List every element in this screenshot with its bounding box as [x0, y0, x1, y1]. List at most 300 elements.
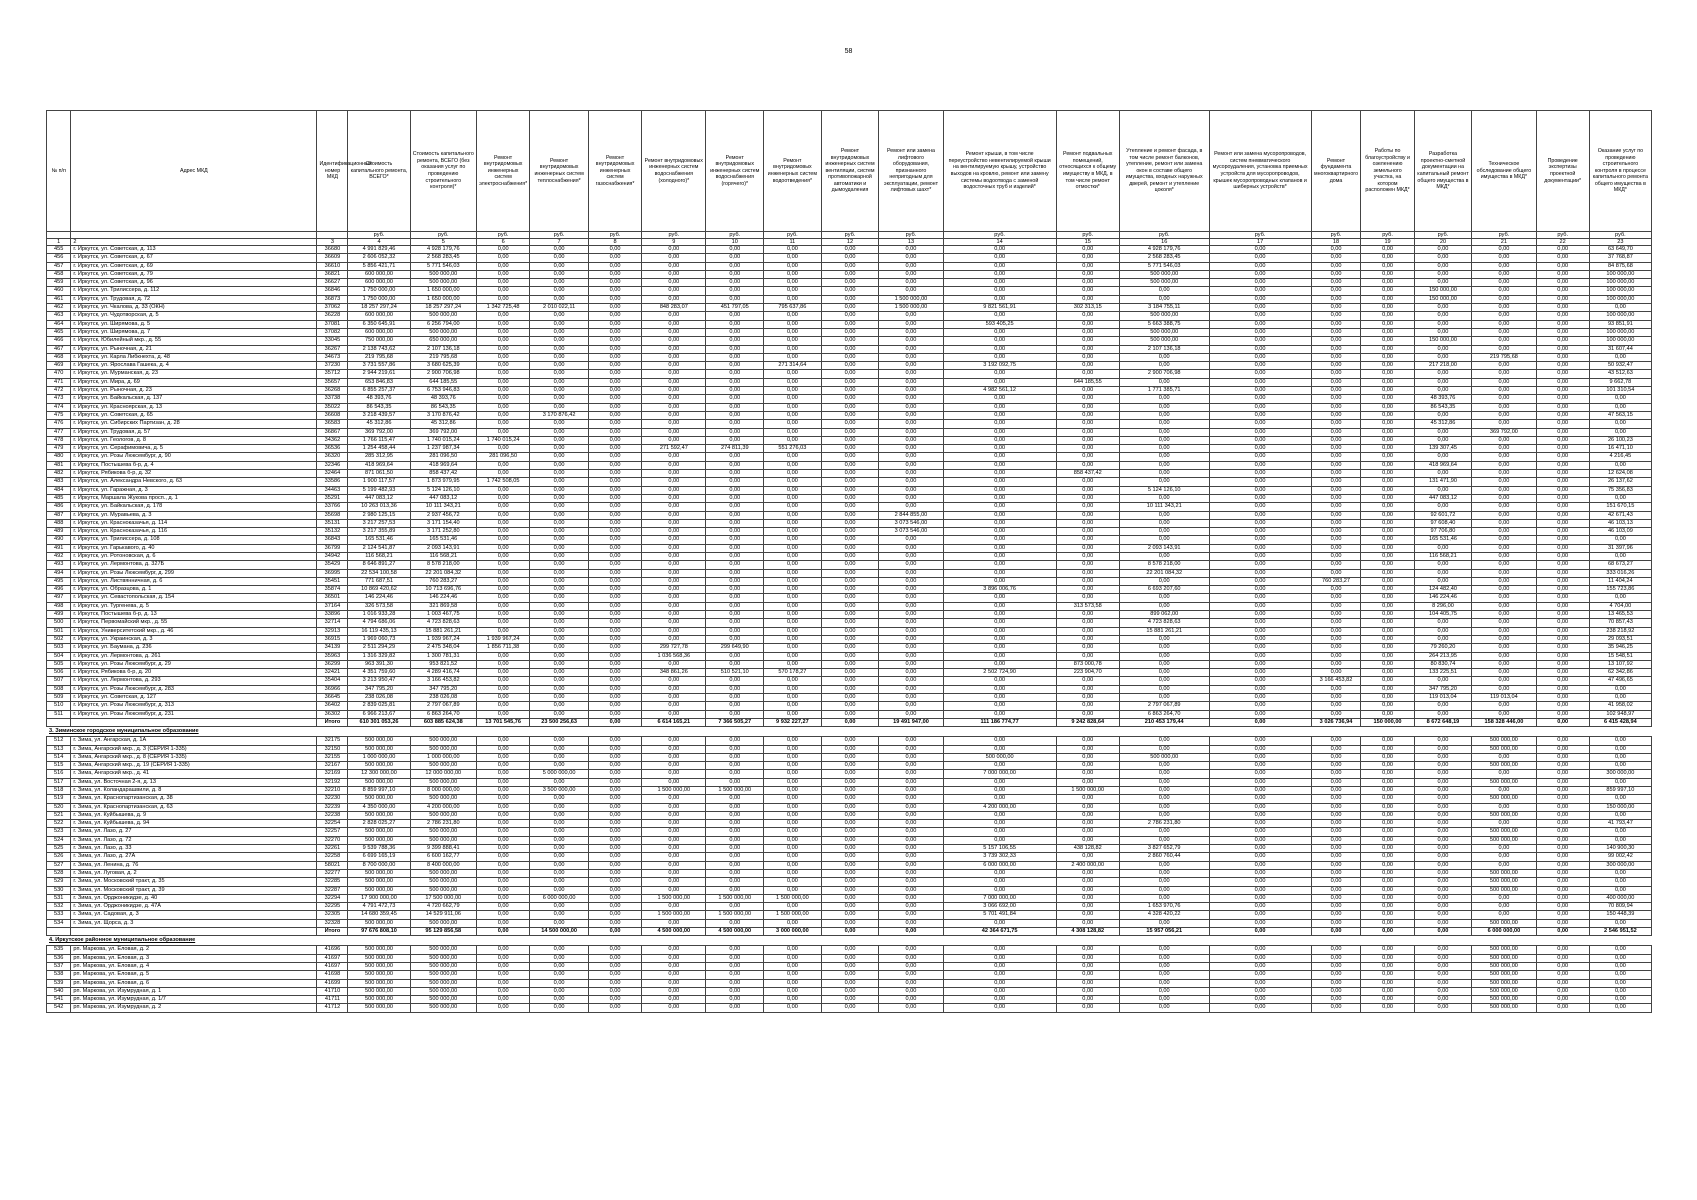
- table-cell: 0,00: [943, 919, 1056, 927]
- table-cell: 0,00: [477, 702, 530, 710]
- table-cell: 0,00: [1536, 753, 1589, 761]
- table-cell: 139 307,45: [1414, 445, 1472, 453]
- table-cell: 0,00: [1414, 436, 1472, 444]
- table-cell: 0,00: [1209, 519, 1311, 527]
- table-cell: 36320: [317, 453, 348, 461]
- table-cell: 0,00: [1361, 928, 1414, 936]
- table-cell: 0,00: [764, 946, 822, 954]
- table-cell: 0,00: [706, 486, 764, 494]
- column-header: Техническое обследование общего имущества в МКД*: [1472, 111, 1536, 232]
- table-row: [47, 946, 1652, 954]
- table-cell: 0,00: [588, 262, 641, 270]
- table-cell: 0,00: [588, 594, 641, 602]
- table-cell: 0,00: [642, 878, 706, 886]
- table-cell: 0,00: [1472, 519, 1536, 527]
- table-cell: 35874: [317, 586, 348, 594]
- table-cell: 13 465,53: [1589, 611, 1651, 619]
- table-cell: 500 000,00: [1472, 795, 1536, 803]
- table-cell: 0,00: [1056, 795, 1119, 803]
- table-cell: 0,00: [1209, 544, 1311, 552]
- table-cell: 0,00: [1311, 787, 1361, 795]
- table-row: [47, 411, 1652, 419]
- table-cell: 6 863 264,70: [410, 710, 477, 718]
- table-cell: 0,00: [764, 270, 822, 278]
- table-cell: 1 939 967,24: [477, 635, 530, 643]
- table-cell: 0,00: [588, 894, 641, 902]
- table-cell: 0,00: [1536, 894, 1589, 902]
- table-cell: 0,00: [530, 262, 589, 270]
- table-cell: 0,00: [1361, 803, 1414, 811]
- table-cell: 0,00: [1361, 304, 1414, 312]
- table-cell: 0,00: [1119, 795, 1209, 803]
- table-cell: 75 356,83: [1589, 486, 1651, 494]
- table-cell: 0,00: [706, 627, 764, 635]
- table-cell: г. Зима, ул. Щорса, д. 3: [71, 919, 317, 927]
- table-cell: 6 966 213,67: [348, 710, 410, 718]
- table-cell: 32192: [317, 778, 348, 786]
- table-cell: 0,00: [1056, 627, 1119, 635]
- table-cell: 0,00: [530, 853, 589, 861]
- table-cell: 0,00: [1311, 778, 1361, 786]
- table-cell: 0,00: [477, 753, 530, 761]
- table-cell: 0,00: [530, 669, 589, 677]
- table-cell: 1 740 015,24: [410, 436, 477, 444]
- table-cell: 271 314,64: [764, 362, 822, 370]
- table-cell: 0,00: [1536, 685, 1589, 693]
- table-cell: 0,00: [943, 886, 1056, 894]
- table-cell: 0,00: [1311, 254, 1361, 262]
- table-cell: 10 263 013,36: [348, 503, 410, 511]
- table-cell: 0,00: [530, 861, 589, 869]
- table-cell: 111 186 774,77: [943, 718, 1056, 726]
- table-cell: 0,00: [1361, 345, 1414, 353]
- table-cell: 0,00: [1361, 312, 1414, 320]
- table-cell: 0,00: [1472, 602, 1536, 610]
- table-cell: 0,00: [1536, 353, 1589, 361]
- table-cell: 0,00: [764, 753, 822, 761]
- table-cell: 0,00: [1589, 962, 1651, 970]
- table-cell: 0,00: [1209, 295, 1311, 303]
- table-cell: г. Иркутск, Рябикова б-р, д. 32: [71, 470, 317, 478]
- table-cell: 0,00: [943, 561, 1056, 569]
- table-cell: 0,00: [943, 494, 1056, 502]
- table-cell: 0,00: [1209, 270, 1311, 278]
- table-cell: 0,00: [943, 710, 1056, 718]
- column-header: Работы по благоустройству и озеленению земельного участка, на котором расположен МКД*: [1361, 111, 1414, 232]
- table-cell: 0,00: [1361, 370, 1414, 378]
- column-header: Ремонт фундамента многоквартирного дома: [1311, 111, 1361, 232]
- table-cell: 529: [47, 878, 71, 886]
- table-cell: 0,00: [1414, 979, 1472, 987]
- table-cell: 0,00: [1056, 886, 1119, 894]
- table-cell: г. Зима, ул. Краснопартизанская, д. 38: [71, 795, 317, 803]
- table-cell: г. Иркутск, ул. Розы Люксембург, д. 299: [71, 569, 317, 577]
- table-cell: 0,00: [1536, 328, 1589, 336]
- table-cell: 0,00: [1209, 928, 1311, 936]
- table-cell: 0,00: [1056, 519, 1119, 527]
- table-cell: 0,00: [1589, 996, 1651, 1004]
- table-cell: 0,00: [642, 685, 706, 693]
- table-cell: 0,00: [764, 853, 822, 861]
- table-cell: 0,00: [1361, 470, 1414, 478]
- table-cell: 0,00: [879, 345, 943, 353]
- table-cell: 3 000 000,00: [764, 928, 822, 936]
- table-cell: 0,00: [1536, 787, 1589, 795]
- table-cell: 9 539 788,36: [348, 845, 410, 853]
- table-cell: 0,00: [1361, 436, 1414, 444]
- table-cell: 0,00: [1311, 836, 1361, 844]
- table-cell: 0,00: [943, 445, 1056, 453]
- table-cell: 16 119 435,13: [348, 627, 410, 635]
- table-cell: 479: [47, 445, 71, 453]
- table-cell: 0,00: [477, 337, 530, 345]
- table-cell: 0,00: [588, 304, 641, 312]
- table-cell: 0,00: [943, 778, 1056, 786]
- table-cell: 495: [47, 577, 71, 585]
- table-cell: 0,00: [530, 836, 589, 844]
- table-cell: 0,00: [764, 295, 822, 303]
- table-cell: 0,00: [706, 778, 764, 786]
- table-row: [47, 1004, 1652, 1012]
- table-cell: 0,00: [1056, 619, 1119, 627]
- table-cell: 533: [47, 911, 71, 919]
- table-cell: 504: [47, 652, 71, 660]
- table-cell: 0,00: [1056, 644, 1119, 652]
- table-cell: г. Зима, Ангарский мкр., д. 8 (СЕРИЯ 1-335): [71, 753, 317, 761]
- table-cell: 41712: [317, 1004, 348, 1012]
- table-cell: 0,00: [1056, 552, 1119, 560]
- table-cell: 509: [47, 694, 71, 702]
- table-cell: 0,00: [706, 962, 764, 970]
- table-cell: 0,00: [943, 461, 1056, 469]
- table-row: [47, 911, 1652, 919]
- table-cell: 0,00: [1361, 627, 1414, 635]
- table-cell: 0,00: [764, 845, 822, 853]
- table-cell: 524: [47, 836, 71, 844]
- table-cell: 0,00: [477, 886, 530, 894]
- table-cell: 0,00: [821, 262, 879, 270]
- table-cell: 0,00: [1361, 954, 1414, 962]
- table-cell: 0,00: [706, 745, 764, 753]
- table-cell: 0,00: [821, 685, 879, 693]
- table-cell: г. Иркутск, ул. Трудовая, д. 57: [71, 428, 317, 436]
- table-cell: г. Иркутск, ул. Тургенева, д. 5: [71, 602, 317, 610]
- table-cell: 0,00: [1056, 254, 1119, 262]
- table-cell: 70 857,43: [1589, 619, 1651, 627]
- table-row: [47, 503, 1652, 511]
- table-cell: 0,00: [530, 954, 589, 962]
- table-cell: 0,00: [1311, 602, 1361, 610]
- table-cell: 848 283,07: [642, 304, 706, 312]
- table-cell: 0,00: [588, 494, 641, 502]
- column-header: Стоимость капитального ремонта, ВСЕГО*: [348, 111, 410, 232]
- table-cell: 0,00: [1056, 919, 1119, 927]
- table-cell: 506: [47, 669, 71, 677]
- units-row: [47, 232, 1652, 239]
- table-cell: 0,00: [1472, 411, 1536, 419]
- table-cell: руб.: [764, 232, 822, 239]
- table-row: [47, 470, 1652, 478]
- table-cell: г. Зима, ул. Московский тракт, д. 39: [71, 886, 317, 894]
- table-cell: 858 437,42: [410, 470, 477, 478]
- table-cell: 0,00: [706, 295, 764, 303]
- table-cell: 500 000,00: [348, 946, 410, 954]
- table-cell: 0,00: [1472, 586, 1536, 594]
- table-cell: 0,00: [588, 611, 641, 619]
- table-cell: 0,00: [1119, 803, 1209, 811]
- table-cell: 0,00: [1119, 836, 1209, 844]
- table-cell: 0,00: [1311, 370, 1361, 378]
- table-cell: 0,00: [879, 954, 943, 962]
- table-cell: 503: [47, 644, 71, 652]
- table-cell: 0,00: [588, 677, 641, 685]
- table-cell: 0,00: [1311, 586, 1361, 594]
- capital-repair-table-container: [46, 110, 1652, 1013]
- table-row: [47, 528, 1652, 536]
- table-cell: 0,00: [477, 552, 530, 560]
- table-cell: 0,00: [1209, 911, 1311, 919]
- table-cell: 15 881 261,21: [410, 627, 477, 635]
- table-cell: 35404: [317, 677, 348, 685]
- table-cell: 0,00: [1472, 295, 1536, 303]
- table-cell: 42 364 671,75: [943, 928, 1056, 936]
- table-cell: 418 969,64: [348, 461, 410, 469]
- table-cell: 0,00: [1536, 644, 1589, 652]
- table-cell: 0,00: [1056, 853, 1119, 861]
- table-row: [47, 962, 1652, 970]
- table-cell: 0,00: [1119, 445, 1209, 453]
- table-cell: 0,00: [1361, 820, 1414, 828]
- table-cell: 468: [47, 353, 71, 361]
- table-cell: 0,00: [1056, 828, 1119, 836]
- table-cell: 0,00: [1119, 894, 1209, 902]
- table-cell: 500 000,00: [1472, 886, 1536, 894]
- table-cell: 0,00: [706, 979, 764, 987]
- table-cell: 0,00: [588, 619, 641, 627]
- table-cell: 0,00: [821, 702, 879, 710]
- table-cell: 0,00: [1311, 928, 1361, 936]
- table-cell: 13: [879, 239, 943, 246]
- table-cell: 32258: [317, 853, 348, 861]
- table-cell: 62 342,86: [1589, 669, 1651, 677]
- table-cell: 500 000,00: [1472, 745, 1536, 753]
- table-cell: 0,00: [706, 702, 764, 710]
- table-cell: 0,00: [1056, 946, 1119, 954]
- table-cell: 530: [47, 886, 71, 894]
- column-header: Ремонт внутридомовых инженерных систем водоснабжения (холодного)*: [642, 111, 706, 232]
- table-cell: 97 608,40: [1414, 519, 1472, 527]
- table-cell: 0,00: [1361, 362, 1414, 370]
- table-cell: 0,00: [706, 395, 764, 403]
- table-cell: 0,00: [764, 619, 822, 627]
- table-cell: 0,00: [1589, 353, 1651, 361]
- table-cell: 0,00: [588, 853, 641, 861]
- table-cell: 500 000,00: [1472, 869, 1536, 877]
- table-cell: 0,00: [943, 353, 1056, 361]
- table-cell: 0,00: [1209, 627, 1311, 635]
- table-cell: 41699: [317, 979, 348, 987]
- table-cell: 0,00: [706, 652, 764, 660]
- table-row: [47, 586, 1652, 594]
- table-cell: 8 296,00: [1414, 602, 1472, 610]
- table-cell: 0,00: [821, 586, 879, 594]
- table-cell: г. Иркутск, ул. Карла Либкнехта, д. 48: [71, 353, 317, 361]
- table-cell: 22 201 084,32: [410, 569, 477, 577]
- table-cell: 0,00: [1311, 320, 1361, 328]
- table-cell: 14 680 359,45: [348, 911, 410, 919]
- table-cell: 464: [47, 320, 71, 328]
- table-cell: 514: [47, 753, 71, 761]
- table-cell: 0,00: [1589, 795, 1651, 803]
- table-cell: 500 000,00: [348, 745, 410, 753]
- table-row: [47, 987, 1652, 995]
- table-cell: 500 000,00: [410, 312, 477, 320]
- table-cell: 0,00: [477, 536, 530, 544]
- table-cell: 500 000,00: [410, 886, 477, 894]
- table-cell: 210 453 179,44: [1119, 718, 1209, 726]
- table-cell: 0,00: [1056, 403, 1119, 411]
- table-cell: 500 000,00: [410, 954, 477, 962]
- table-cell: 100 000,00: [1589, 295, 1651, 303]
- table-cell: 0,00: [1589, 594, 1651, 602]
- table-cell: 0,00: [588, 287, 641, 295]
- table-cell: 0,00: [1311, 762, 1361, 770]
- table-cell: 0,00: [1361, 702, 1414, 710]
- table-cell: 12 300 000,00: [348, 770, 410, 778]
- table-cell: 0,00: [642, 745, 706, 753]
- table-row: [47, 903, 1652, 911]
- table-cell: 0,00: [1311, 246, 1361, 254]
- table-cell: 0,00: [764, 320, 822, 328]
- table-cell: 5 663 388,75: [1119, 320, 1209, 328]
- table-cell: 0,00: [530, 762, 589, 770]
- table-cell: 0,00: [1361, 987, 1414, 995]
- table-cell: 0,00: [477, 652, 530, 660]
- table-cell: 600 000,00: [348, 279, 410, 287]
- table-cell: 0,00: [530, 635, 589, 643]
- table-cell: 4 723 828,63: [1119, 619, 1209, 627]
- table-cell: 2 937 456,72: [410, 511, 477, 519]
- table-cell: 0,00: [764, 378, 822, 386]
- table-cell: 0,00: [1472, 453, 1536, 461]
- table-cell: 0,00: [1311, 461, 1361, 469]
- table-cell: 116 568,21: [410, 552, 477, 560]
- table-cell: 486: [47, 503, 71, 511]
- table-cell: 0,00: [477, 611, 530, 619]
- table-cell: 0,00: [706, 710, 764, 718]
- table-cell: 538: [47, 971, 71, 979]
- table-cell: 84 875,68: [1589, 262, 1651, 270]
- table-cell: 271 592,47: [642, 445, 706, 453]
- table-cell: 500 000,00: [1119, 328, 1209, 336]
- table-cell: 0,00: [1056, 445, 1119, 453]
- table-cell: 0,00: [1119, 644, 1209, 652]
- table-cell: 473: [47, 395, 71, 403]
- table-cell: 0,00: [879, 710, 943, 718]
- table-cell: 0,00: [1536, 820, 1589, 828]
- table-cell: 0,00: [642, 295, 706, 303]
- table-cell: 0,00: [764, 745, 822, 753]
- table-cell: 0,00: [943, 411, 1056, 419]
- table-cell: 500 000,00: [410, 919, 477, 927]
- table-cell: 0,00: [1056, 745, 1119, 753]
- table-cell: 0,00: [1472, 652, 1536, 660]
- table-cell: 16 471,10: [1589, 445, 1651, 453]
- table-cell: 86 543,35: [348, 403, 410, 411]
- table-cell: 116 568,21: [1414, 552, 1472, 560]
- table-cell: 0,00: [477, 287, 530, 295]
- table-cell: 0,00: [821, 694, 879, 702]
- table-cell: 0,00: [530, 486, 589, 494]
- table-cell: 0,00: [706, 262, 764, 270]
- table-cell: рп. Маркова, ул. Еловая, д. 2: [71, 946, 317, 954]
- table-cell: 0,00: [1119, 694, 1209, 702]
- table-cell: 0,00: [1472, 378, 1536, 386]
- table-cell: 300 000,00: [1589, 861, 1651, 869]
- table-cell: 41 793,47: [1589, 820, 1651, 828]
- table-row: [47, 544, 1652, 552]
- table-cell: 0,00: [1209, 660, 1311, 668]
- table-cell: 0,00: [821, 979, 879, 987]
- table-cell: 760 283,27: [410, 577, 477, 585]
- table-cell: 0,00: [530, 528, 589, 536]
- table-cell: 0,00: [1056, 270, 1119, 278]
- table-cell: 0,00: [1311, 420, 1361, 428]
- table-cell: 500 000,00: [410, 979, 477, 987]
- table-cell: 0,00: [530, 395, 589, 403]
- table-cell: 4 289 416,74: [410, 669, 477, 677]
- table-cell: 0,00: [706, 878, 764, 886]
- table-cell: 0,00: [1414, 828, 1472, 836]
- table-cell: 0,00: [477, 445, 530, 453]
- table-cell: 0,00: [821, 519, 879, 527]
- table-cell: 0,00: [943, 946, 1056, 954]
- table-cell: 133 225,51: [1414, 669, 1472, 677]
- table-cell: 47 563,15: [1589, 411, 1651, 419]
- table-cell: 0,00: [1056, 586, 1119, 594]
- table-cell: 0,00: [477, 894, 530, 902]
- table-cell: 0,00: [642, 312, 706, 320]
- table-cell: 0,00: [1119, 669, 1209, 677]
- table-cell: 0,00: [1119, 395, 1209, 403]
- table-cell: 0,00: [1311, 911, 1361, 919]
- table-cell: 0,00: [1536, 511, 1589, 519]
- table-cell: г. Иркутск, ул. Красноказачья, д. 116: [71, 528, 317, 536]
- table-cell: 0,00: [706, 312, 764, 320]
- table-cell: 496: [47, 586, 71, 594]
- table-cell: 0,00: [943, 971, 1056, 979]
- table-cell: 0,00: [879, 911, 943, 919]
- table-cell: 460: [47, 287, 71, 295]
- table-cell: 0,00: [764, 962, 822, 970]
- table-cell: 3 213 950,47: [348, 677, 410, 685]
- table-cell: 0,00: [1361, 770, 1414, 778]
- table-cell: 0,00: [879, 903, 943, 911]
- table-cell: 0,00: [642, 694, 706, 702]
- table-cell: 3 217 257,53: [348, 519, 410, 527]
- table-cell: 0,00: [1472, 403, 1536, 411]
- table-cell: 0,00: [1119, 602, 1209, 610]
- table-cell: 0,00: [943, 453, 1056, 461]
- table-cell: 0,00: [1361, 811, 1414, 819]
- table-cell: 165 531,46: [348, 536, 410, 544]
- table-cell: 0,00: [821, 869, 879, 877]
- table-cell: 0,00: [1361, 745, 1414, 753]
- table-cell: 37 768,87: [1589, 254, 1651, 262]
- table-cell: 0,00: [764, 503, 822, 511]
- table-cell: 0,00: [706, 503, 764, 511]
- table-cell: 7: [530, 239, 589, 246]
